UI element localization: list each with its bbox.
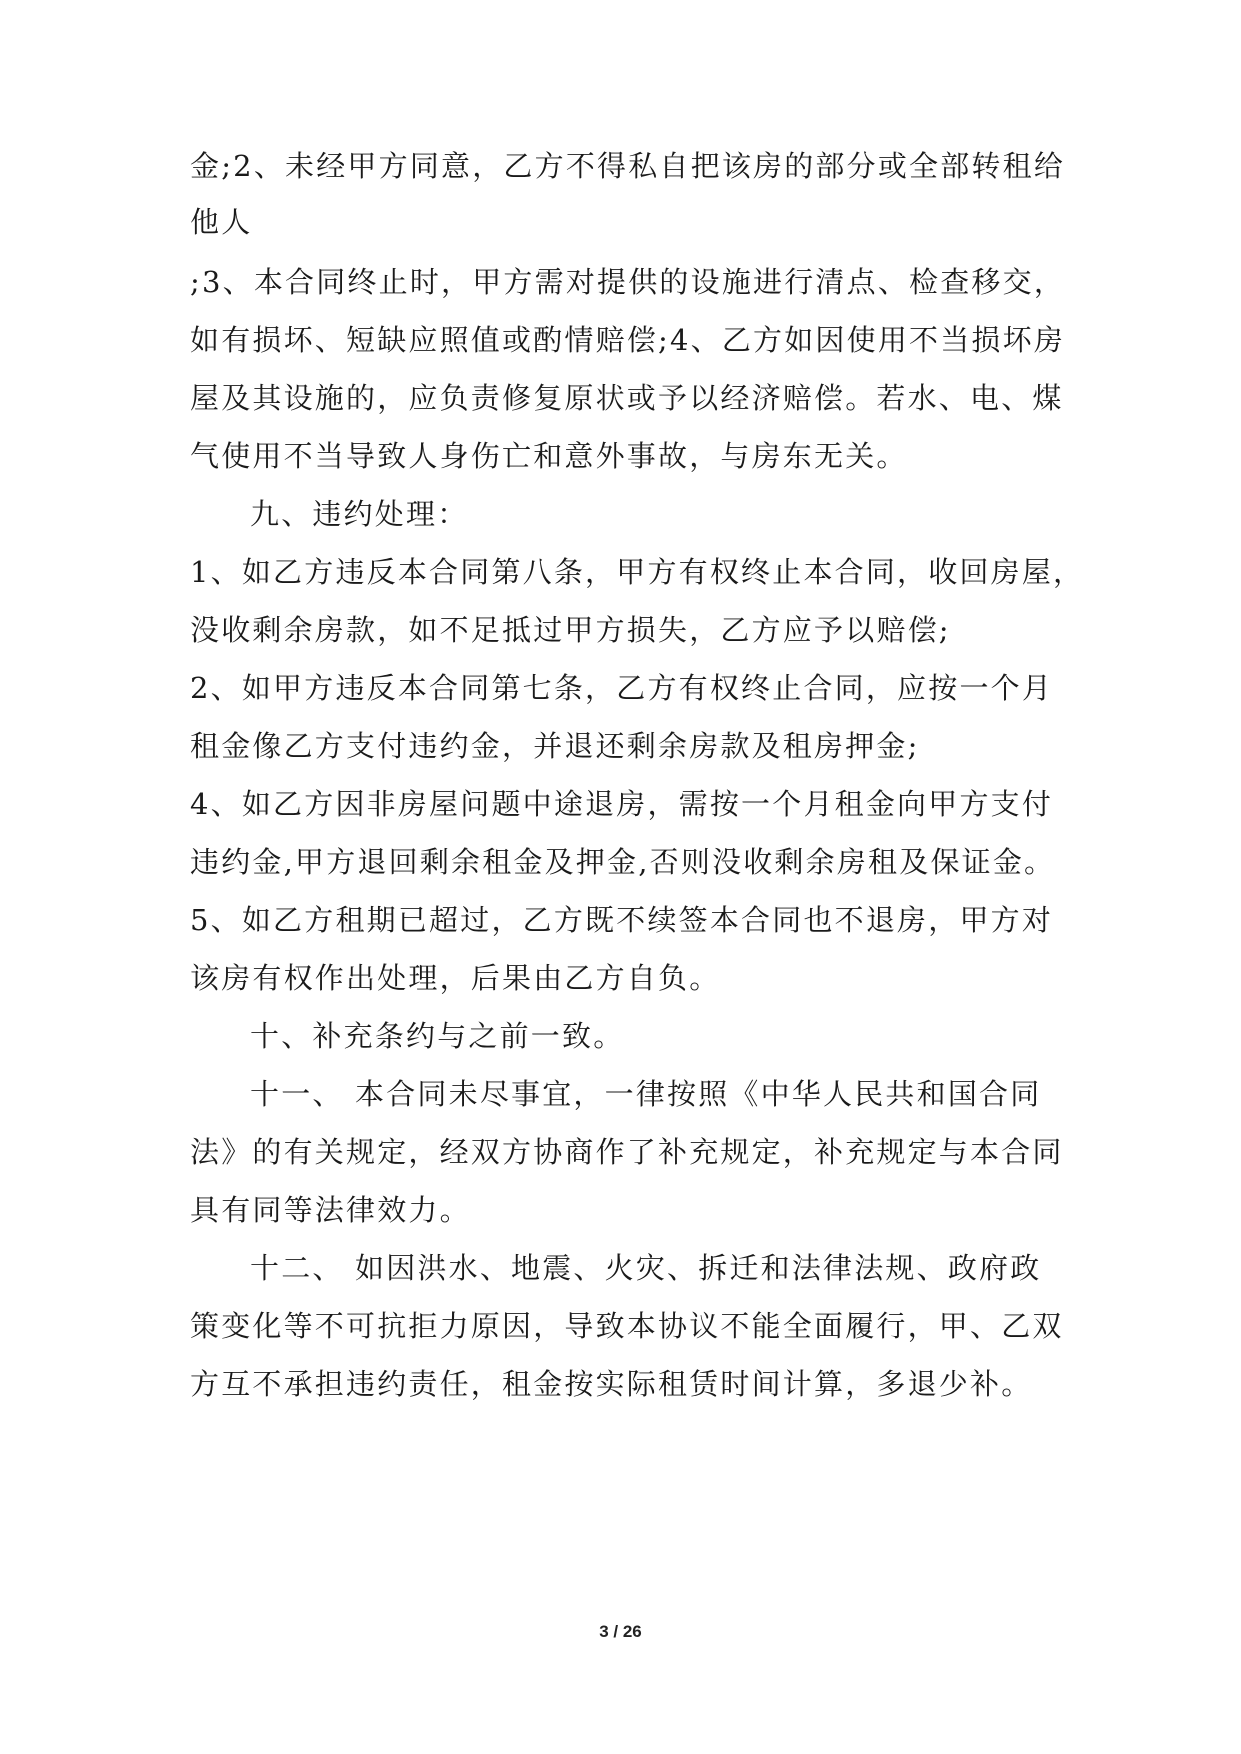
text-line: 违约金,甲方退回剩余租金及押金,否则没收剩余房租及保证金。 bbox=[190, 845, 1056, 879]
text-line: 租金像乙方支付违约金，并退还剩余房款及租房押金; bbox=[190, 729, 920, 763]
text-line: 气使用不当导致人身伤亡和意外事故，与房东无关。 bbox=[190, 439, 908, 473]
text-line: 1、如乙方违反本合同第八条，甲方有权终止本合同，收回房屋， bbox=[190, 555, 1085, 589]
page-number: 3 / 26 bbox=[599, 1622, 642, 1641]
text-line: 5、如乙方租期已超过，乙方既不续签本合同也不退房，甲方对 bbox=[190, 903, 1054, 937]
text-line: 金;2、未经甲方同意，乙方不得私自把该房的部分或全部转租给 bbox=[190, 149, 1066, 183]
text-line: 策变化等不可抗拒力原因，导致本协议不能全面履行，甲、乙双 bbox=[190, 1309, 1064, 1343]
text-line: 4、如乙方因非房屋问题中途退房，需按一个月租金向甲方支付 bbox=[190, 787, 1054, 821]
text-line: 如有损坏、短缺应照值或酌情赔偿;4、乙方如因使用不当损坏房 bbox=[190, 323, 1066, 357]
text-line: ;3、本合同终止时，甲方需对提供的设施进行清点、检查移交， bbox=[190, 265, 1066, 299]
text-line: 屋及其设施的，应负责修复原状或予以经济赔偿。若水、电、煤 bbox=[190, 381, 1064, 415]
section-heading: 十一、 本合同未尽事宜，一律按照《中华人民共和国合同 bbox=[250, 1077, 1042, 1111]
text-line: 没收剩余房款，如不足抵过甲方损失，乙方应予以赔偿; bbox=[190, 613, 951, 647]
text-line: 具有同等法律效力。 bbox=[190, 1193, 471, 1227]
text-line: 法》的有关规定，经双方协商作了补充规定，补充规定与本合同 bbox=[190, 1135, 1064, 1169]
text-line: 他人 bbox=[190, 205, 253, 239]
text-line: 方互不承担违约责任，租金按实际租赁时间计算，多退少补。 bbox=[190, 1367, 1033, 1401]
section-heading: 九、违约处理： bbox=[250, 497, 469, 531]
text-line: 2、如甲方违反本合同第七条，乙方有权终止合同，应按一个月 bbox=[190, 671, 1054, 705]
section-heading: 十二、 如因洪水、地震、火灾、拆迁和法律法规、政府政 bbox=[250, 1251, 1042, 1285]
section-heading: 十、补充条约与之前一致。 bbox=[250, 1019, 625, 1053]
text-line: 该房有权作出处理，后果由乙方自负。 bbox=[190, 961, 721, 995]
